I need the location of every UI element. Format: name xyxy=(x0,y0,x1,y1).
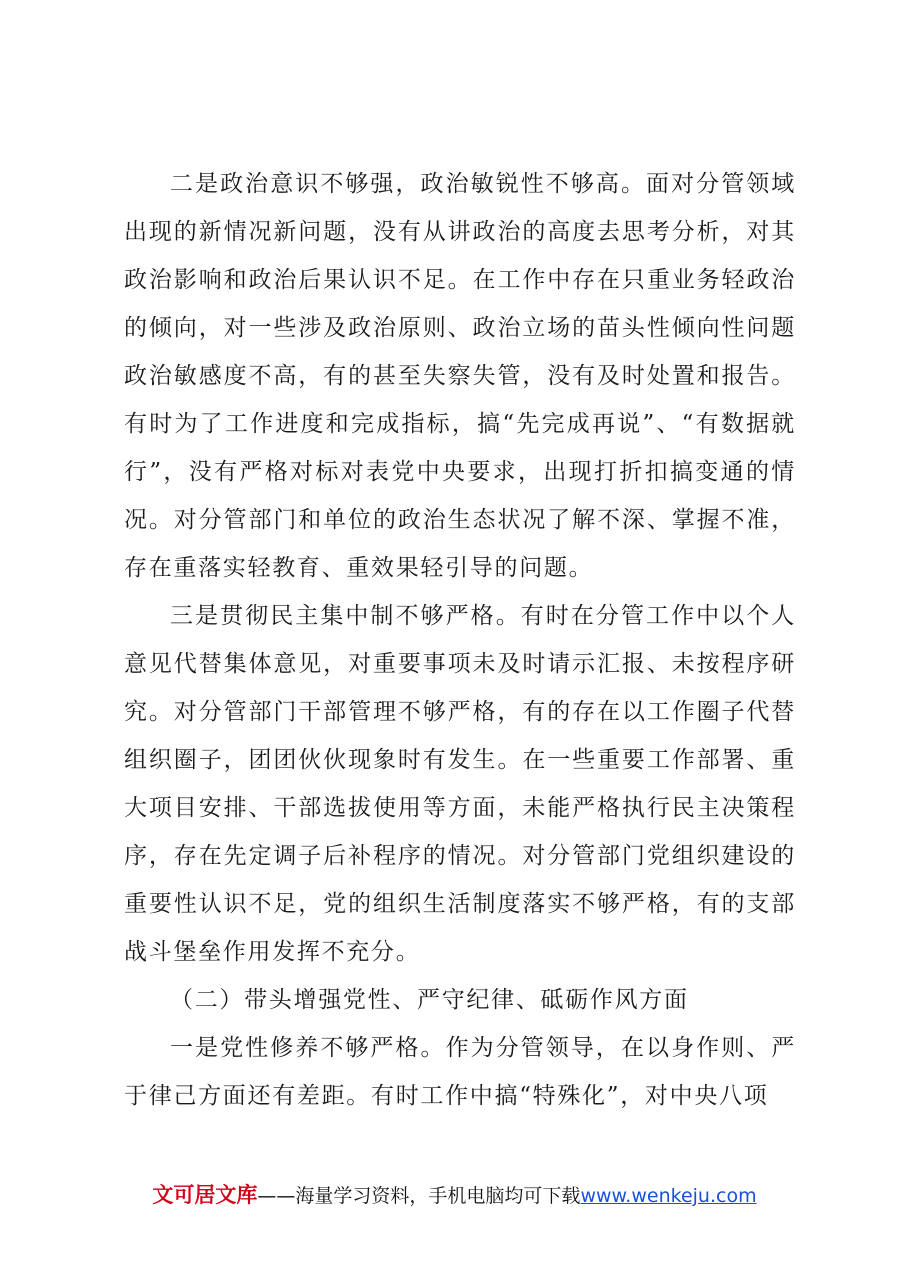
paragraph-political-awareness: 二是政治意识不够强，政治敏锐性不够高。面对分管领域出现的新情况新问题，没有从讲政治的高度去思考分析，对其政治影响和政治后果认识不足。在工作中存在只重业务轻政治的倾向，对一些涉及政治原则、政治立场的苗头性倾向性问题政治敏感度不高，有的甚至失察失管，没有及时处置和报告。有时为了工作进度和完成指标，搞“先完成再说”、“有数据就行”，没有严格对标对表党中央要求，出现打折扣搞变通的情况。对分管部门和单位的政治生态状况了解不深、掌握不准，存在重落实轻教育、重效果轻引导的问题。 xyxy=(124,171,796,581)
document-body xyxy=(124,160,796,1120)
footer-slogan: ——海量学习资料，手机电脑均可下载 xyxy=(257,1185,581,1207)
footer-link[interactable]: www.wenkeju.com xyxy=(580,1185,757,1207)
section-heading: （二）带头增强党性、严守纪律、砥砺作风方面 xyxy=(170,987,689,1013)
paragraph-democratic-centralism: 三是贯彻民主集中制不够严格。有时在分管工作中以个人意见代替集体意见，对重要事项未及时请示汇报、未按程序研究。对分管部门干部管理不够严格，有的存在以工作圈子代替组织圈子，团团伙伙现象时有发生。在一些重要工作部署、重大项目安排、干部选拔使用等方面，未能严格执行民主决策程序，存在先定调子后补程序的情况。对分管部门党组织建设的重要性认识不足，党的组织生活制度落实不够严格，有的支部战斗堡垒作用发挥不充分。 xyxy=(124,603,796,965)
footer-banner xyxy=(0,1180,909,1211)
footer-brand: 文可居文库 xyxy=(152,1183,258,1207)
paragraph-party-spirit: 一是党性修养不够严格。作为分管领导，在以身作则、严于律己方面还有差距。有时工作中搞“特殊化”，对中央八项 xyxy=(124,1035,796,1109)
